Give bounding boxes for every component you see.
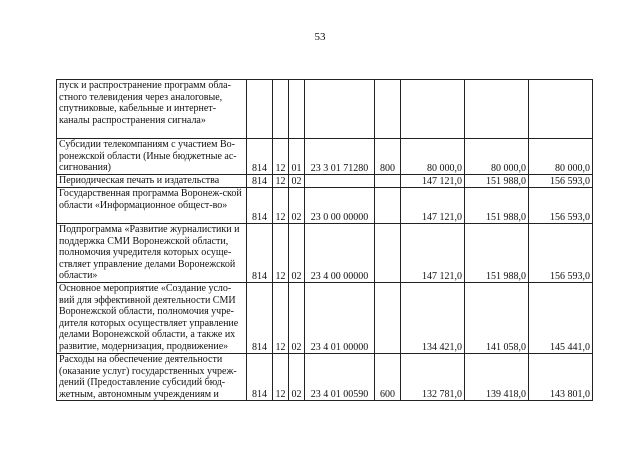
rz-cell: 12 xyxy=(273,188,289,224)
vr-cell xyxy=(375,175,401,188)
row-name: Государственная программа Воронеж-ской области «Информационное общест-во» xyxy=(57,188,247,224)
csr-cell: 23 0 00 00000 xyxy=(305,188,375,224)
year3-cell xyxy=(529,80,593,139)
rz-cell: 12 xyxy=(273,354,289,401)
year1-cell: 147 121,0 xyxy=(401,224,465,283)
vr-cell: 800 xyxy=(375,139,401,175)
table-row xyxy=(57,188,593,224)
table-row xyxy=(57,354,593,401)
rz-cell: 12 xyxy=(273,139,289,175)
grbs-cell: 814 xyxy=(247,354,273,401)
year3-cell: 156 593,0 xyxy=(529,224,593,283)
vr-cell xyxy=(375,80,401,139)
pr-cell: 02 xyxy=(289,224,305,283)
pr-cell: 02 xyxy=(289,283,305,354)
year3-cell: 156 593,0 xyxy=(529,175,593,188)
rz-cell: 12 xyxy=(273,283,289,354)
row-name: Расходы на обеспечение деятельности (оказание услуг) государственных учреж-дений (Предоставление субсидий бюд-жетным, автономным учреждениям и xyxy=(57,354,247,401)
table-row xyxy=(57,175,593,188)
year2-cell xyxy=(465,80,529,139)
rz-cell xyxy=(273,80,289,139)
grbs-cell xyxy=(247,80,273,139)
csr-cell xyxy=(305,175,375,188)
csr-cell: 23 4 01 00000 xyxy=(305,283,375,354)
year2-cell: 151 988,0 xyxy=(465,188,529,224)
csr-cell: 23 4 01 00590 xyxy=(305,354,375,401)
pr-cell: 02 xyxy=(289,175,305,188)
csr-cell: 23 3 01 71280 xyxy=(305,139,375,175)
year2-cell: 139 418,0 xyxy=(465,354,529,401)
year2-cell: 141 058,0 xyxy=(465,283,529,354)
year1-cell xyxy=(401,80,465,139)
vr-cell xyxy=(375,188,401,224)
pr-cell: 02 xyxy=(289,354,305,401)
row-name: Периодическая печать и издательства xyxy=(57,175,247,188)
row-name: Субсидии телекомпаниям с участием Во-ронежской области (Иные бюджетные ас-сигнования) xyxy=(57,139,247,175)
year2-cell: 151 988,0 xyxy=(465,175,529,188)
row-name: Основное мероприятие «Создание усло-вий для эффективной деятельности СМИ Воронежской области, полномочия учре-дителя которых осуществляет управление делами Воронежской области, а также их развитие, модернизация, продвижение» xyxy=(57,283,247,354)
year3-cell: 143 801,0 xyxy=(529,354,593,401)
table-row xyxy=(57,139,593,175)
vr-cell: 600 xyxy=(375,354,401,401)
vr-cell xyxy=(375,224,401,283)
grbs-cell: 814 xyxy=(247,139,273,175)
pr-cell xyxy=(289,80,305,139)
table-body xyxy=(57,80,593,401)
year1-cell: 134 421,0 xyxy=(401,283,465,354)
year2-cell: 151 988,0 xyxy=(465,224,529,283)
rz-cell: 12 xyxy=(273,224,289,283)
grbs-cell: 814 xyxy=(247,283,273,354)
year1-cell: 147 121,0 xyxy=(401,188,465,224)
vr-cell xyxy=(375,283,401,354)
budget-table xyxy=(56,79,593,401)
csr-cell xyxy=(305,80,375,139)
row-name: пуск и распространение программ обла-стного телевидения через аналоговые, спутниковые, кабельные и интернет-каналы распространения сигнала» xyxy=(57,80,247,139)
page-number: 53 xyxy=(314,31,326,43)
grbs-cell: 814 xyxy=(247,224,273,283)
year2-cell: 80 000,0 xyxy=(465,139,529,175)
row-name: Подпрограмма «Развитие журналистики и поддержка СМИ Воронежской области, полномочия учредителя которых осуще-ствляет управление делами Воронежской области» xyxy=(57,224,247,283)
table-row xyxy=(57,283,593,354)
year1-cell: 80 000,0 xyxy=(401,139,465,175)
year3-cell: 156 593,0 xyxy=(529,188,593,224)
grbs-cell: 814 xyxy=(247,175,273,188)
table-row xyxy=(57,80,593,139)
year3-cell: 145 441,0 xyxy=(529,283,593,354)
csr-cell: 23 4 00 00000 xyxy=(305,224,375,283)
table-row xyxy=(57,224,593,283)
rz-cell: 12 xyxy=(273,175,289,188)
pr-cell: 01 xyxy=(289,139,305,175)
year1-cell: 147 121,0 xyxy=(401,175,465,188)
grbs-cell: 814 xyxy=(247,188,273,224)
year1-cell: 132 781,0 xyxy=(401,354,465,401)
pr-cell: 02 xyxy=(289,188,305,224)
year3-cell: 80 000,0 xyxy=(529,139,593,175)
